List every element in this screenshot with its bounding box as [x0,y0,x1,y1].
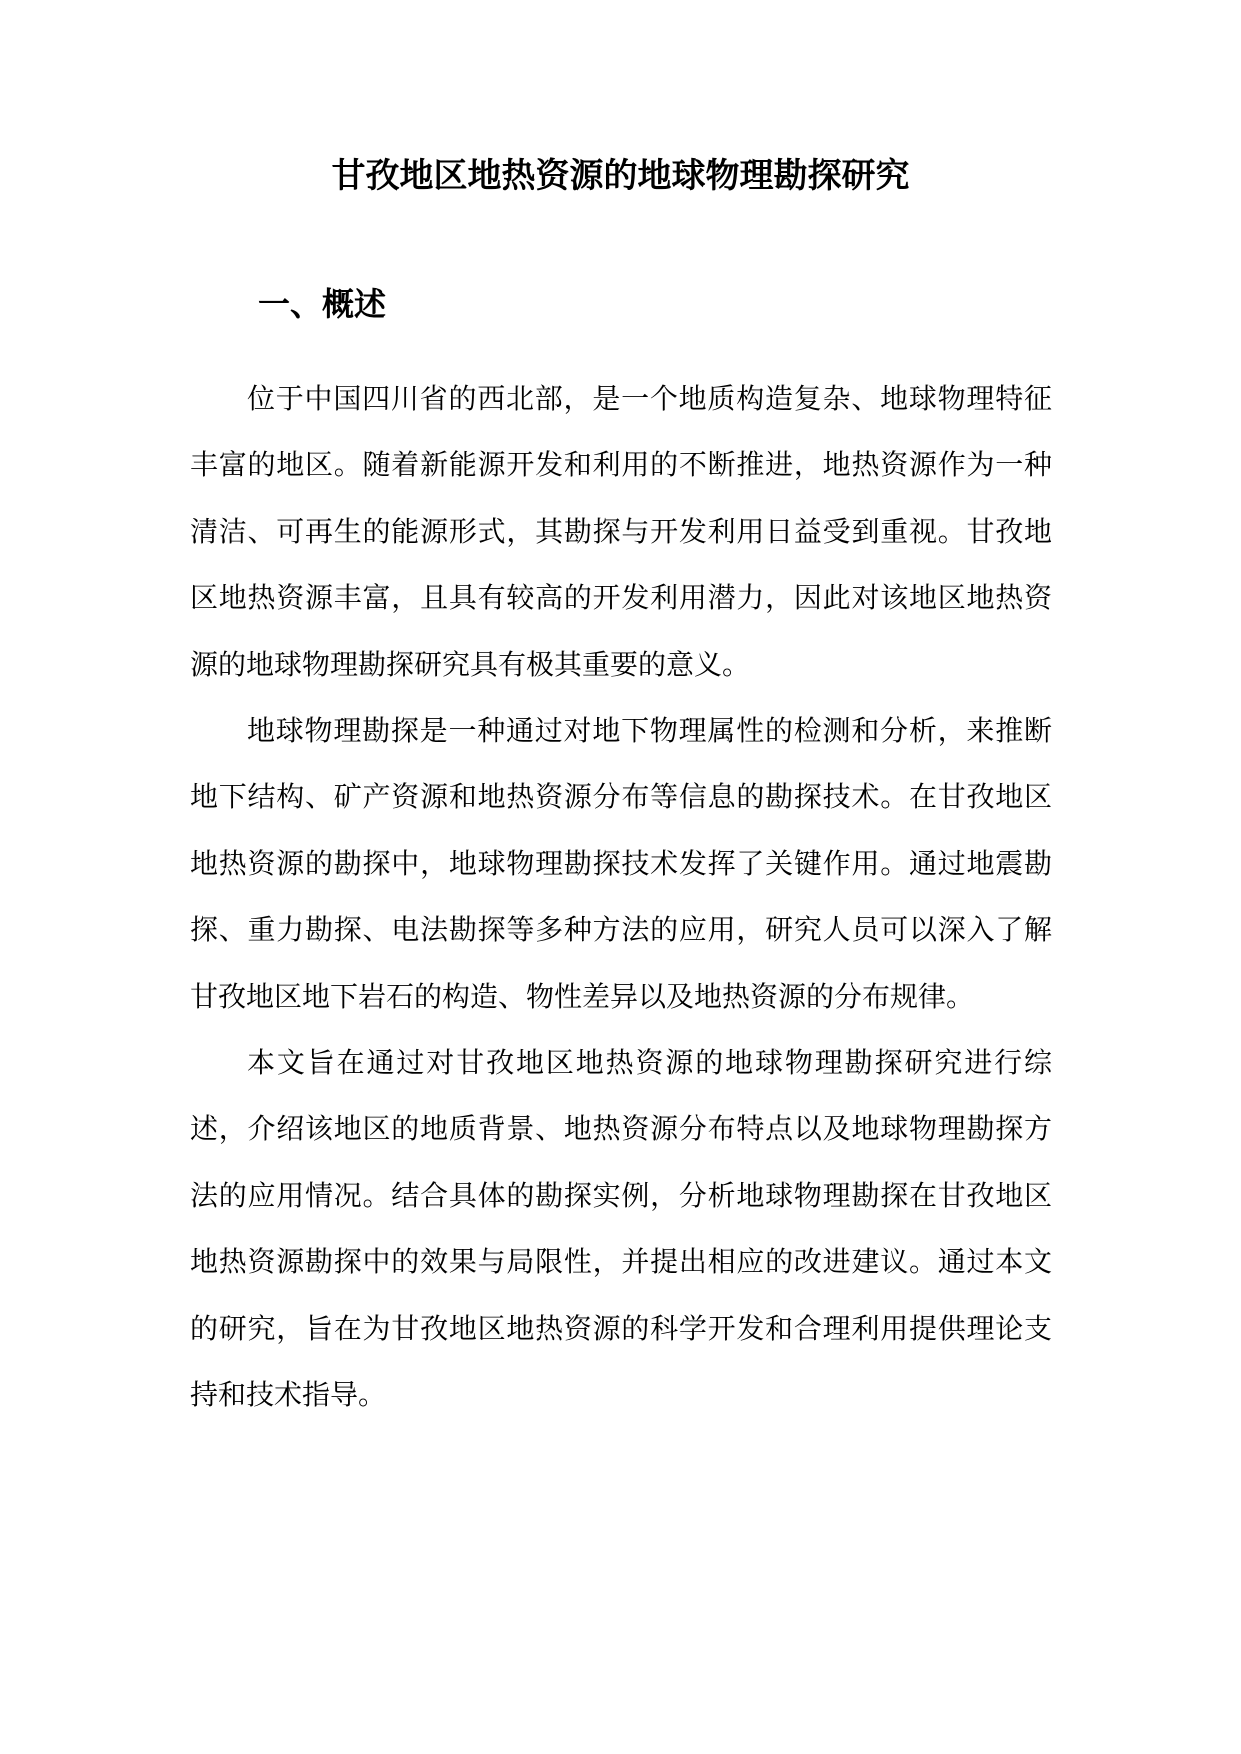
paragraph-2: 地球物理勘探是一种通过对地下物理属性的检测和分析，来推断地下结构、矿产资源和地热资源分布等信息的勘探技术。在甘孜地区地热资源的勘探中，地球物理勘探技术发挥了关键作用。通过地震勘探、重力勘探、电法勘探等多种方法的应用，研究人员可以深入了解甘孜地区地下岩石的构造、物性差异以及地热资源的分布规律。 [190,714,1052,1013]
paragraph-3: 本文旨在通过对甘孜地区地热资源的地球物理勘探研究进行综述，介绍该地区的地质背景、地热资源分布特点以及地球物理勘探方法的应用情况。结合具体的勘探实例，分析地球物理勘探在甘孜地区地热资源勘探中的效果与局限性，并提出相应的改进建议。通过本文的研究，旨在为甘孜地区地热资源的科学开发和合理利用提供理论支持和技术指导。 [190,1046,1052,1412]
document-title: 甘孜地区地热资源的地球物理勘探研究 [331,156,910,196]
paragraph-1: 位于中国四川省的西北部，是一个地质构造复杂、地球物理特征丰富的地区。随着新能源开发和利用的不断推进，地热资源作为一种清洁、可再生的能源形式，其勘探与开发利用日益受到重视。甘孜地区地热资源丰富，且具有较高的开发利用潜力，因此对该地区地热资源的地球物理勘探研究具有极其重要的意义。 [190,382,1052,681]
section-heading-overview: 一、概述 [258,285,387,323]
section-body [190,366,1052,1429]
